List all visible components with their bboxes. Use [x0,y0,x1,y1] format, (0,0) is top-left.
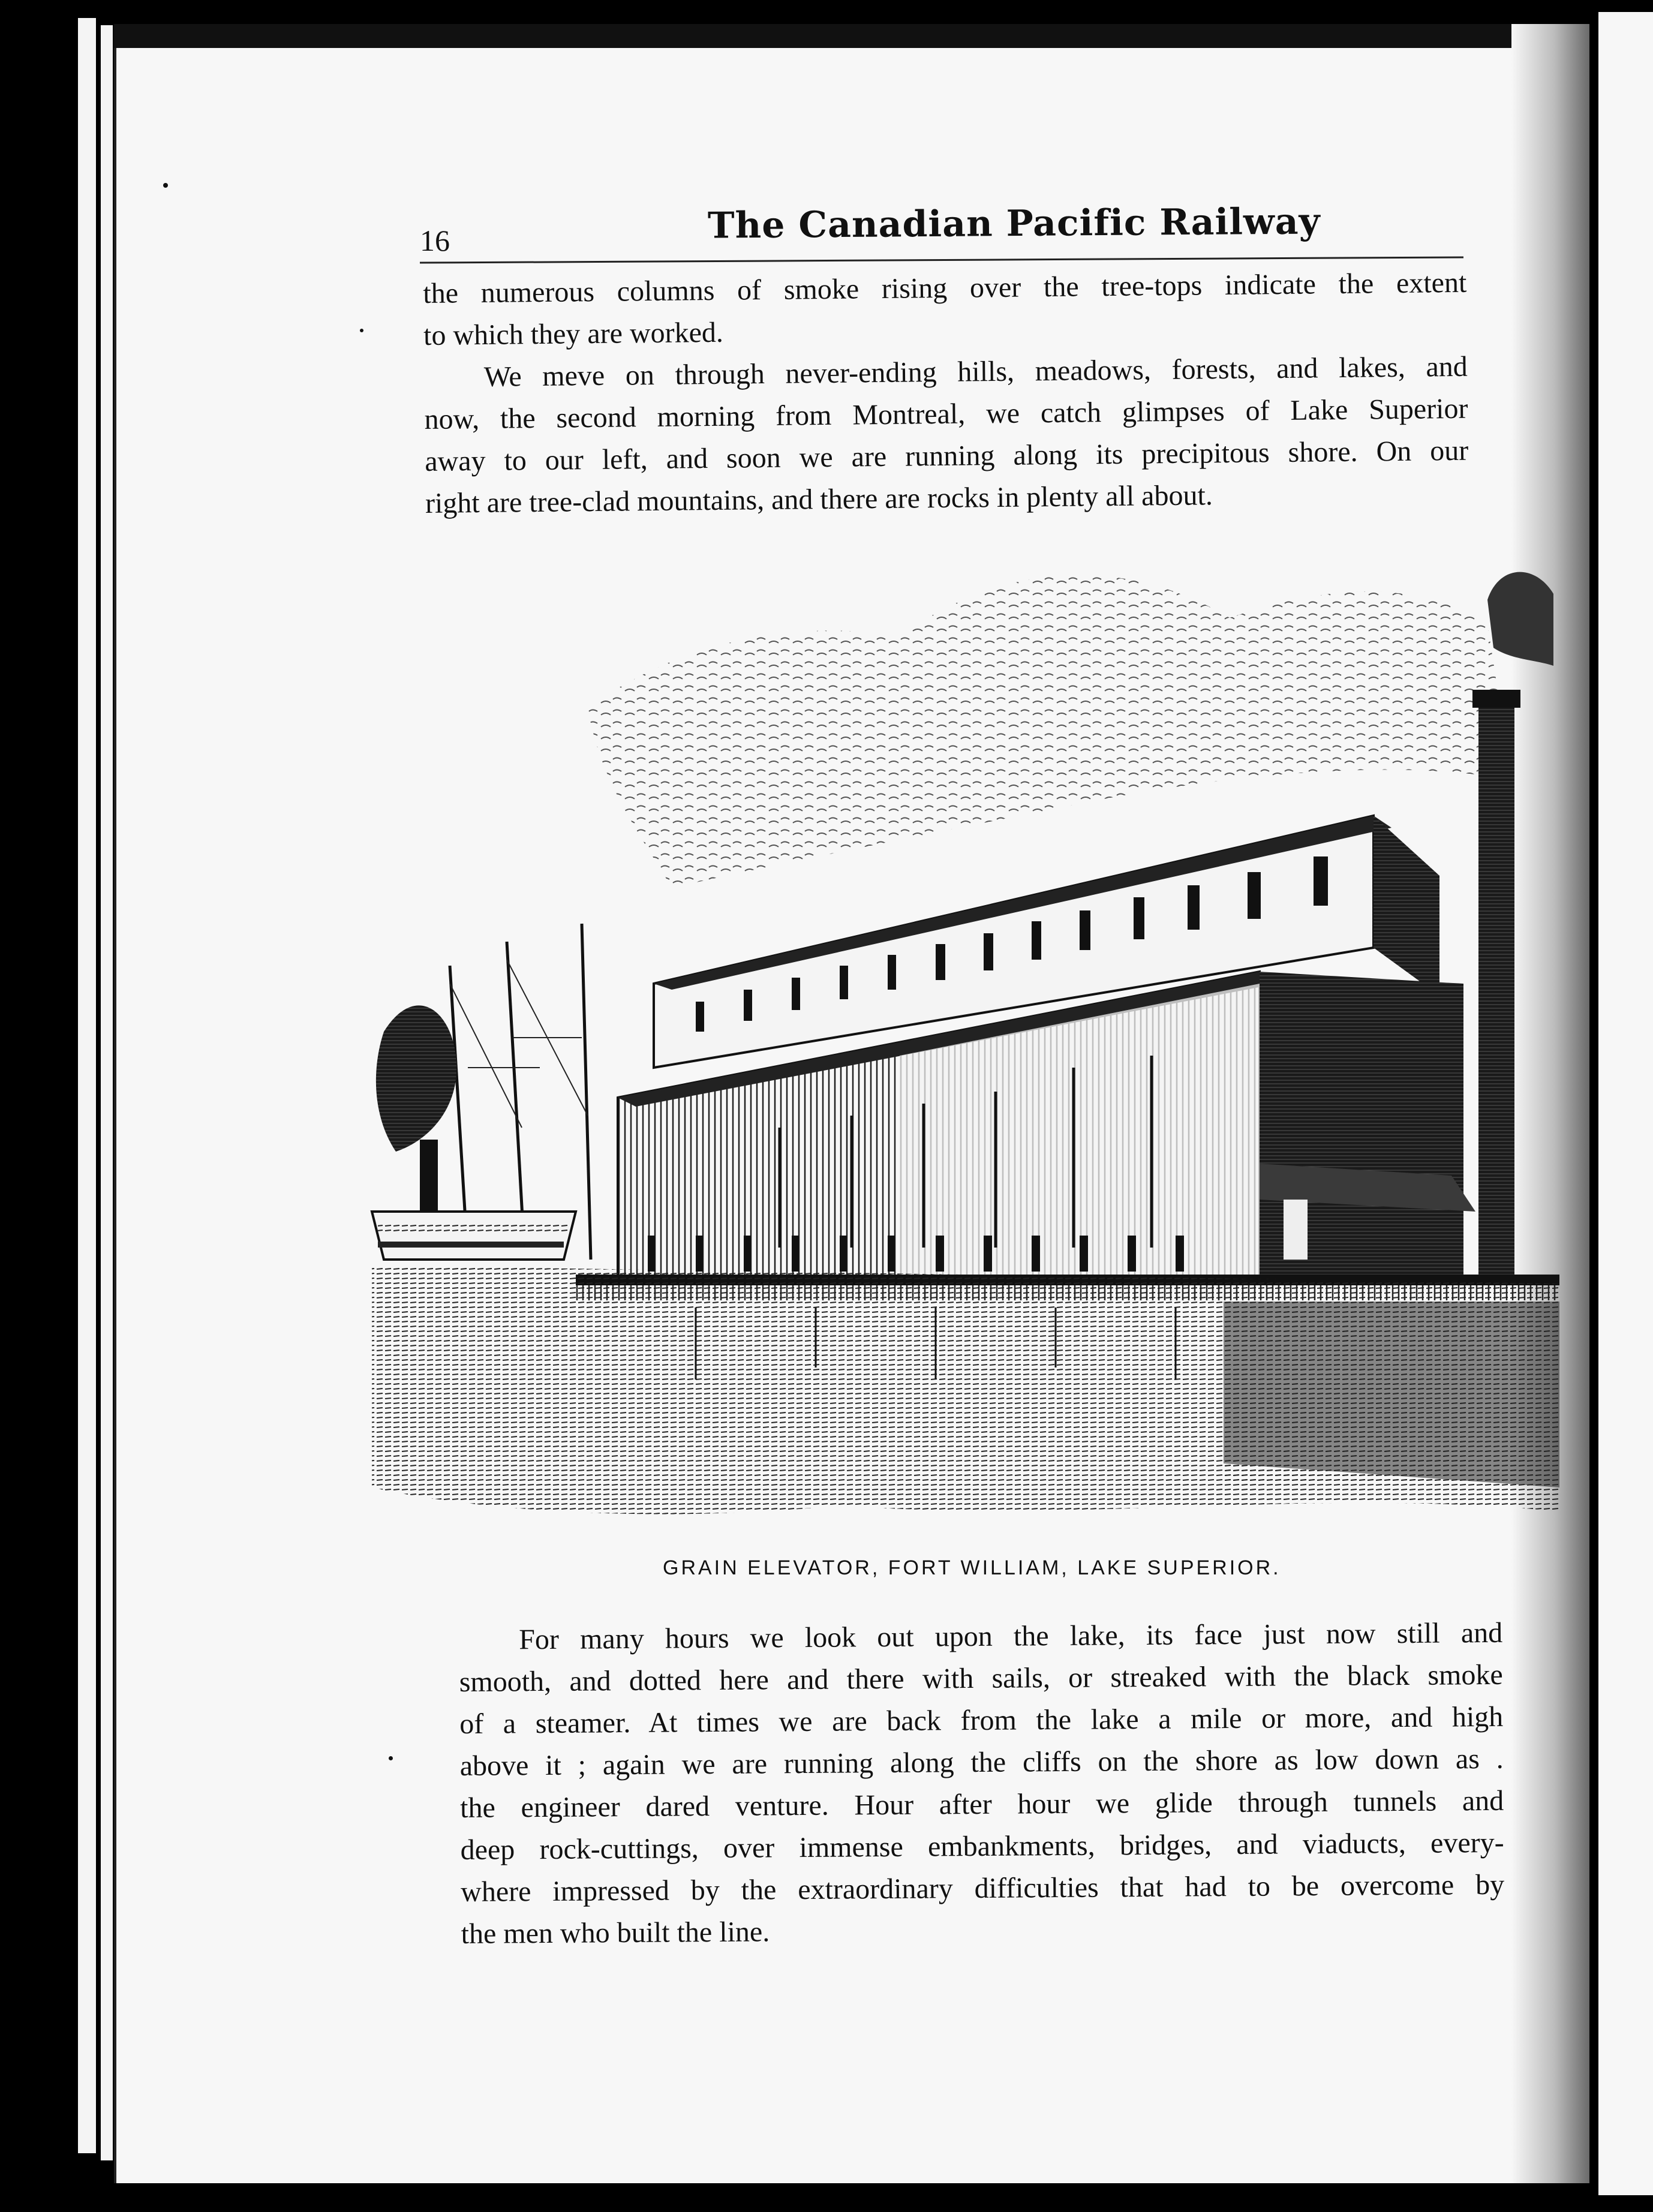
text-line: For many hours we look out upon the lake, its face just now still and [519,1616,1503,1656]
facing-page-edge [1598,12,1653,2195]
text-line: right are tree-clad mountains, and there are rocks in plenty all about. [425,479,1213,519]
running-title: The Canadian Pacific Railway [707,200,1321,247]
text-line: the engineer dared venture. Hour after hour we glide through tunnels and [460,1784,1504,1824]
page-top-shadow [114,24,1547,48]
paragraph-top [423,262,1469,525]
text-line: away to our left, and soon we are running along its precipitous shore. On our [425,434,1469,477]
illustration-caption: GRAIN ELEVATOR, FORT WILLIAM, LAKE SUPERIOR. [663,1556,1281,1579]
text-line: where impressed by the extraordinary difficulties that had to be overcome by [460,1868,1505,1908]
text-line: the men who built the line. [461,1916,770,1950]
page-stack-edge [101,25,113,2160]
text-line: the numerous columns of smoke rising over the tree-tops indicate the extent [423,266,1467,309]
grain-elevator-engraving [360,528,1559,1535]
text-line: deep rock-cuttings, over immense embankments, bridges, and viaducts, every- [460,1826,1504,1866]
scan-speck [389,1756,393,1760]
text-line: We meve on through never-ending hills, meadows, forests, and lakes, and [483,350,1468,393]
text-line: smooth, and dotted here and there with sails, or streaked with the black smoke [459,1658,1503,1698]
text-line: to which they are worked. [423,316,724,351]
text-line: of a steamer. At times we are back from the lake a mile or more, and high [459,1700,1504,1740]
paragraph-bottom [459,1612,1505,1955]
page-stack-edge [78,18,96,2153]
page-number: 16 [420,224,450,257]
scan-speck [163,183,168,188]
text-line: above it ; again we are running along the cliffs on the shore as low down as . [459,1742,1504,1782]
scan-speck [360,329,363,332]
text-line: now, the second morning from Montreal, we catch glimpses of Lake Superior [424,392,1468,435]
